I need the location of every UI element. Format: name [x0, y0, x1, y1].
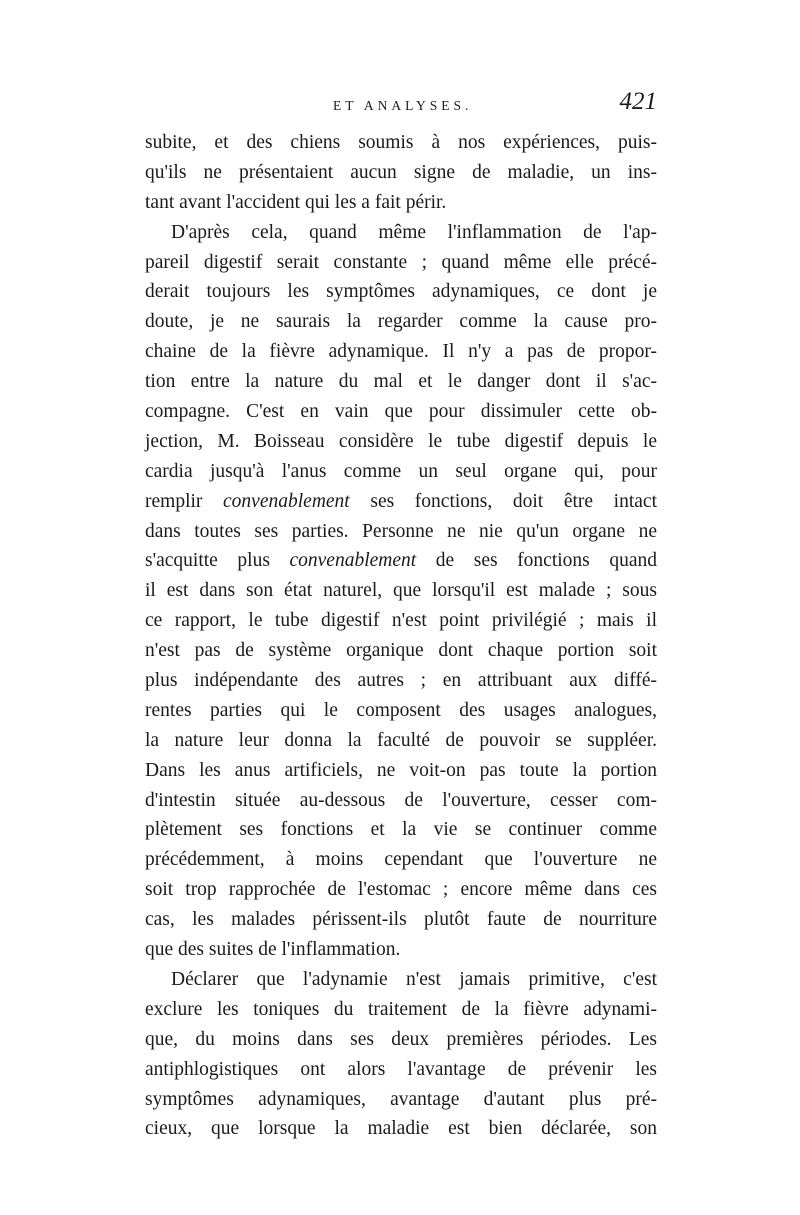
text-line: ce rapport, le tube digestif n'est point privilégié ; mais il	[145, 610, 657, 632]
text-line: d'intestin située au-dessous de l'ouverture, cesser com-	[145, 789, 657, 811]
text-line: tant avant l'accident qui les a fait périr.	[145, 191, 447, 213]
text-line: rentes parties qui le composent des usages analogues,	[145, 699, 657, 721]
text-line: chaine de la fièvre adynamique. Il n'y a pas de propor-	[145, 341, 657, 363]
text-line: la nature leur donna la faculté de pouvoir se suppléer.	[145, 729, 657, 751]
text-line: précédemment, à moins cependant que l'ouverture ne	[145, 849, 657, 871]
body-text	[145, 128, 657, 1144]
running-title: ET ANALYSES.	[333, 98, 473, 113]
text-line: jection, M. Boisseau considère le tube digestif depuis le	[145, 430, 657, 452]
text-line: plus indépendante des autres ; en attribuant aux diffé-	[145, 670, 657, 692]
paragraph	[145, 218, 657, 965]
paragraph	[145, 128, 657, 218]
running-head	[145, 88, 657, 128]
text-line: cardia jusqu'à l'anus comme un seul organe qui, pour	[145, 460, 657, 482]
text-line: doute, je ne saurais la regarder comme la cause pro-	[145, 311, 657, 333]
page-number: 421	[619, 88, 657, 115]
text-line: derait toujours les symptômes adynamiques, ce dont je	[145, 281, 657, 303]
text-line: n'est pas de système organique dont chaque portion soit	[145, 640, 657, 662]
text-line: plètement ses fonctions et la vie se continuer comme	[145, 819, 657, 841]
text-line: pareil digestif serait constante ; quand même elle précé-	[145, 251, 657, 273]
text-line: cieux, que lorsque la maladie est bien déclarée, son	[145, 1118, 657, 1140]
text-line: dans toutes ses parties. Personne ne nie qu'un organe ne	[145, 520, 657, 542]
text-line: compagne. C'est en vain que pour dissimuler cette ob-	[145, 401, 657, 423]
text-line: Dans les anus artificiels, ne voit-on pas toute la portion	[145, 759, 657, 781]
text-line: remplir convenablement ses fonctions, doit être intact	[145, 490, 657, 512]
text-line: cas, les malades périssent-ils plutôt faute de nourriture	[145, 909, 657, 931]
paragraph	[145, 965, 657, 1144]
text-line: qu'ils ne présentaient aucun signe de maladie, un ins-	[145, 161, 657, 183]
text-line: que, du moins dans ses deux premières périodes. Les	[145, 1028, 657, 1050]
text-line: soit trop rapprochée de l'estomac ; encore même dans ces	[145, 879, 657, 901]
text-line: symptômes adynamiques, avantage d'autant plus pré-	[145, 1088, 657, 1110]
text-line: antiphlogistiques ont alors l'avantage de prévenir les	[145, 1058, 657, 1080]
text-line: exclure les toniques du traitement de la fièvre adynami-	[145, 998, 657, 1020]
text-line: D'après cela, quand même l'inflammation de l'ap-	[171, 221, 657, 243]
text-line: subite, et des chiens soumis à nos expériences, puis-	[145, 132, 657, 153]
text-line: tion entre la nature du mal et le danger dont il s'ac-	[145, 371, 657, 393]
text-line: s'acquitte plus convenablement de ses fonctions quand	[145, 550, 658, 572]
text-line: que des suites de l'inflammation.	[145, 939, 401, 961]
text-line: Déclarer que l'adynamie n'est jamais primitive, c'est	[171, 968, 657, 990]
book-page	[145, 88, 658, 1144]
text-line: il est dans son état naturel, que lorsqu'il est malade ; sous	[145, 580, 657, 602]
